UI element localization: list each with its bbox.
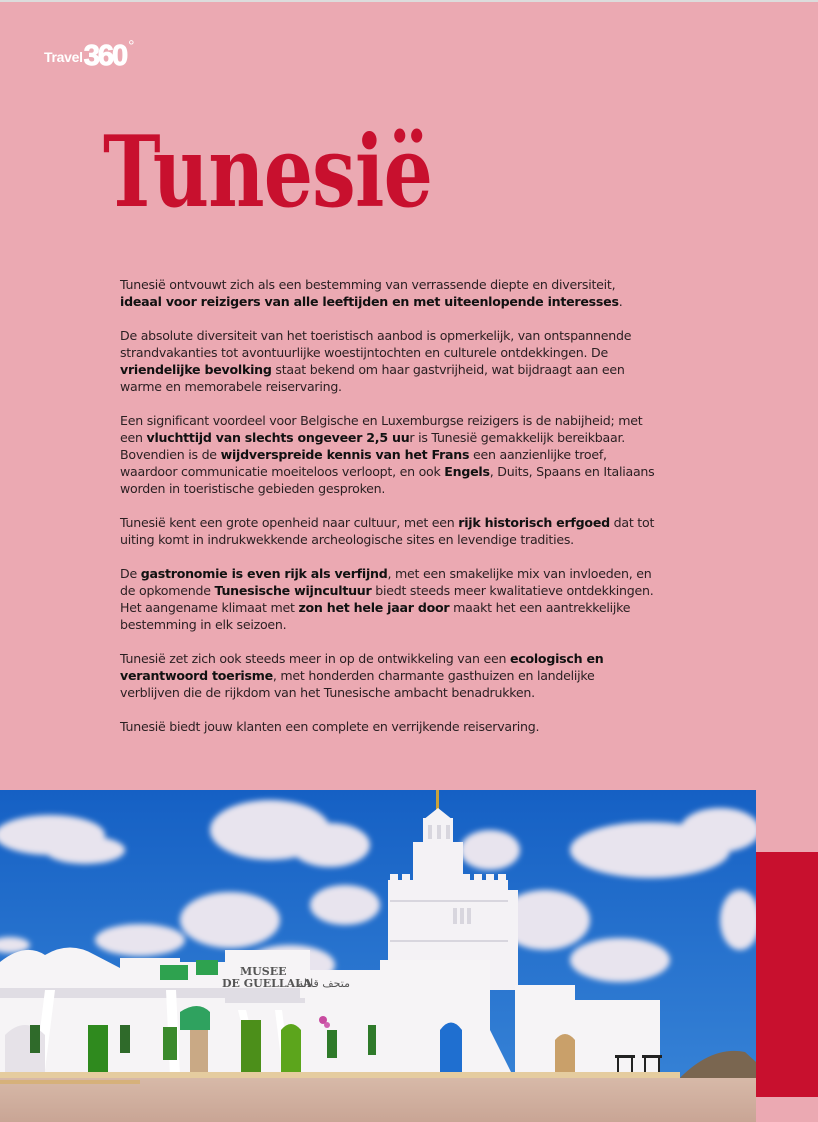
emphasis-text: rijk historisch erfgoed xyxy=(458,515,610,530)
red-accent-block xyxy=(756,852,818,1097)
body-text-segment: De xyxy=(120,566,141,581)
hero-photo xyxy=(0,790,756,1122)
emphasis-text: vriendelijke bevolking xyxy=(120,362,272,377)
emphasis-text: wijdverspreide kennis van het Frans xyxy=(220,447,470,462)
emphasis-text: Tunesische wijncultuur xyxy=(214,583,372,598)
body-text-segment: Een significant voordeel voor Belgische en Luxemburgse reizigers is de nabijheid; met een xyxy=(120,413,643,445)
paragraph xyxy=(120,565,655,633)
emphasis-text: zon het hele jaar door xyxy=(298,600,450,615)
paragraph xyxy=(120,514,655,548)
body-text-segment: een aanzienlijke troef, waardoor communicatie moeiteloos verloopt, en ook xyxy=(120,447,607,479)
body-text-segment: r is Tunesië gemakkelijk bereikbaar. Bovendien is de xyxy=(120,430,626,462)
body-text-segment: De absolute diversiteit van het toeristisch aanbod is opmerkelijk, van ontspannende strandvakanties tot avontuurlijke woestijntochten en culturele ontdekkingen. De xyxy=(120,328,632,360)
emphasis-text: ecologisch en verantwoord toerisme xyxy=(120,651,604,683)
emphasis-text: Engels xyxy=(444,464,490,479)
travel360-logo xyxy=(44,37,134,71)
body-text-segment: maakt het een aantrekkelijke bestemming in elk seizoen. xyxy=(120,600,631,632)
article-body xyxy=(120,276,655,752)
body-text-segment: dat tot uiting komt in indrukwekkende archeologische sites en levendige tradities. xyxy=(120,515,655,547)
logo-degree-symbol: ° xyxy=(128,38,135,55)
body-text-segment: , Duits, Spaans en Italiaans worden in toeristische gebieden gesproken. xyxy=(120,464,655,496)
body-text-segment: biedt steeds meer kwalitatieve ontdekkingen. Het aangename klimaat met xyxy=(120,583,654,615)
page-title: Tunesië xyxy=(103,115,433,230)
body-text-segment: Tunesië kent een grote openheid naar cultuur, met een xyxy=(120,515,459,530)
museum-sign-arabic: متحف قلالة xyxy=(297,977,350,990)
paragraph xyxy=(120,276,655,310)
body-text-segment: Tunesië zet zich ook steeds meer in op de ontwikkeling van een xyxy=(120,651,510,666)
logo-number: 360 xyxy=(83,40,127,72)
emphasis-text: gastronomie is even rijk als verfijnd xyxy=(140,566,388,581)
body-text-segment: , met een smakelijke mix van invloeden, en de opkomende xyxy=(120,566,652,598)
paragraph xyxy=(120,327,655,395)
body-text-segment: staat bekend om haar gastvrijheid, wat bijdraagt aan een warme en memorabele reiservaring. xyxy=(120,362,625,394)
paragraph xyxy=(120,650,655,701)
paragraph xyxy=(120,718,655,735)
emphasis-text: ideaal voor reizigers van alle leeftijden en met uiteenlopende interesses xyxy=(120,294,619,309)
emphasis-text: vluchttijd van slechts ongeveer 2,5 uu xyxy=(146,430,410,445)
logo-prefix: Travel xyxy=(44,49,83,65)
body-text-segment: Tunesië ontvouwt zich als een bestemming van verrassende diepte en diversiteit, xyxy=(120,277,616,292)
body-text-segment: , met honderden charmante gasthuizen en landelijke verblijven die de rijkdom van het Tunesische ambacht benadrukken. xyxy=(120,668,595,700)
museum-sign-line2: DE GUELLALA xyxy=(222,977,312,990)
top-edge-strip xyxy=(0,0,818,2)
paragraph xyxy=(120,412,655,497)
body-text-segment: Tunesië biedt jouw klanten een complete en verrijkende reiservaring. xyxy=(120,719,540,734)
body-text-segment: . xyxy=(618,294,623,309)
museum-sign-line1: MUSEE xyxy=(240,965,287,978)
